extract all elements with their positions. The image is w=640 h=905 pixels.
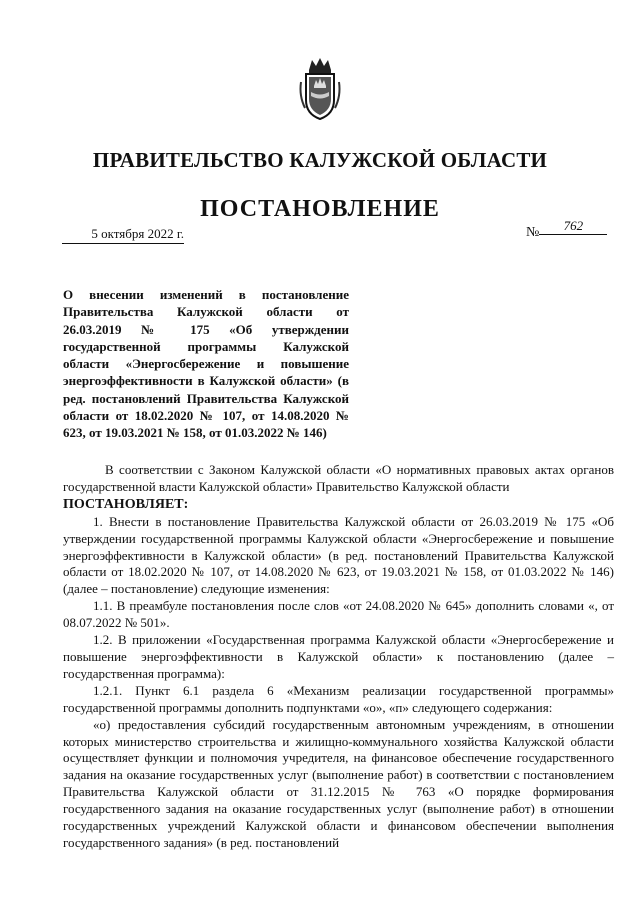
preamble-text: В соответствии с Законом Калужской области «О нормативных правовых актах органов государственной власти Калужской области» Правительство Калужской области (63, 462, 614, 494)
paragraph-1: 1. Внести в постановление Правительства Калужской области от 26.03.2019 № 175 «Об утверждении государственной программы Калужской области «Энергосбережение и повышение энергоэффективности в Калужской области» (в ред. постановлений Правительства Калужской области от 18.02.2020 № 107, от 14.08.2020 № 623, от 19.03.2021 № 158, от 01.03.2022 № 146) (далее – постановление) следующие изменения: (63, 513, 614, 597)
document-body (63, 462, 614, 852)
preamble-paragraph (63, 462, 614, 496)
government-title: ПРАВИТЕЛЬСТВО КАЛУЖСКОЙ ОБЛАСТИ (92, 148, 548, 172)
subparagraph-o: «о) предоставления субсидий государственным автономным учреждениям, в отношении которых министерство строительства и жилищно-коммунального хозяйства Калужской области осуществляет функции и полномочия учредителя, на финансовое обеспечение государственного задания на оказание государственных услуг (выполнение работ) в соответствии с постановлением Правительства Калужской области от 31.12.2015 № 763 «О порядке формирования государственного задания на оказание государственных услуг (выполнение работ) в отношении государственных учреждений Калужской области и финансовом обеспечении выполнения государственного задания» (в ред. постановлений (63, 716, 614, 850)
number-value: 762 (539, 218, 607, 235)
paragraph-1-2-1: 1.2.1. Пункт 6.1 раздела 6 «Механизм реализации государственной программы» государственной программы дополнить подпунктами «о», «п» следующего содержания: (63, 682, 614, 715)
document-number (526, 218, 616, 241)
number-sign: № (526, 225, 540, 240)
paragraph-1-1: 1.1. В преамбуле постановления после слов «от 24.08.2020 № 645» дополнить словами «, от 08.07.2022 № 501». (63, 598, 614, 631)
decree-word: ПОСТАНОВЛЯЕТ: (63, 496, 189, 512)
document-date: 5 октября 2022 г. (62, 226, 184, 244)
coat-of-arms-emblem (297, 56, 343, 122)
document-subject: О внесении изменений в постановление Правительства Калужской области от 26.03.2019 № 175 «Об утверждении государственной программы Калужской области «Энергосбережение и повышение энергоэффективности в Калужской области» (в ред. постановлений Правительства Калужской области от 18.02.2020 № 107, от 14.08.2020 № 623, от 19.03.2021 № 158, от 01.03.2022 № 146) (63, 287, 349, 441)
document-type-title: ПОСТАНОВЛЕНИЕ (200, 196, 440, 222)
decree-paragraph (63, 496, 614, 514)
paragraph-1-2: 1.2. В приложении «Государственная программа Калужской области «Энергосбережение и повышение энергоэффективности в Калужской области» к постановлению (далее – государственная программа): (63, 632, 614, 681)
